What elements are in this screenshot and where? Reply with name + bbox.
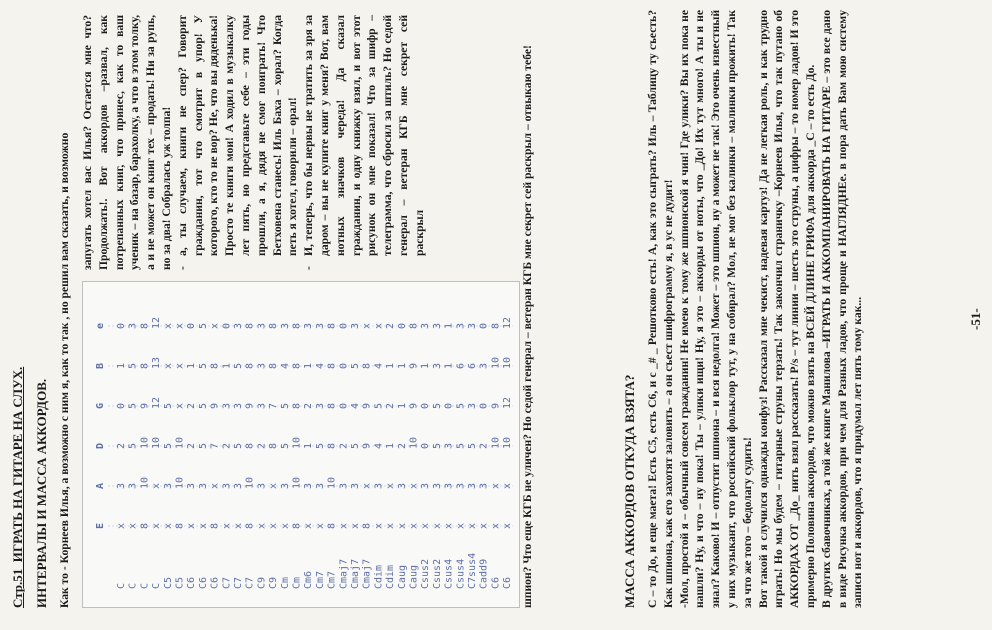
fret-value: x bbox=[209, 482, 221, 489]
fret-value: 5 bbox=[162, 402, 174, 409]
fret-value: 3 bbox=[233, 322, 244, 329]
fret-value: 10 bbox=[139, 436, 151, 449]
fret-value: 2 bbox=[186, 402, 198, 409]
fret-value: 5 bbox=[197, 402, 209, 409]
fret-value: 4 bbox=[314, 362, 326, 369]
fret-value: 10 bbox=[244, 476, 256, 489]
chord-name-label: C5 bbox=[162, 576, 174, 589]
fret-value: 5 bbox=[127, 442, 139, 449]
fret-value: 5 bbox=[127, 362, 139, 369]
fret-value: x bbox=[361, 482, 373, 489]
fret-value: 8 bbox=[139, 322, 151, 329]
fret-value: 1 bbox=[396, 402, 408, 409]
fret-value: 3 bbox=[350, 322, 361, 329]
string-header-label: A bbox=[95, 482, 106, 489]
fret-value: 3 bbox=[279, 482, 291, 489]
fret-value: 10 bbox=[291, 436, 303, 449]
fret-value: x bbox=[420, 522, 432, 529]
fret-value: 0 bbox=[221, 322, 233, 329]
fret-value: 9 bbox=[408, 402, 420, 409]
fret-value: 8 bbox=[490, 322, 502, 329]
fret-value: 0 bbox=[420, 442, 432, 449]
fret-value: 3 bbox=[478, 362, 490, 369]
string-header-label: B bbox=[95, 362, 106, 369]
fret-value: 5 bbox=[279, 442, 291, 449]
fret-value: 1 bbox=[420, 362, 432, 369]
fret-value: 10 bbox=[326, 476, 338, 489]
fret-value: 3 bbox=[186, 482, 198, 489]
fret-value: 3 bbox=[256, 362, 268, 369]
fret-value: 5 bbox=[455, 402, 467, 409]
fret-value: 3 bbox=[314, 322, 326, 329]
fret-value: 3 bbox=[431, 322, 443, 329]
fret-value: 8 bbox=[291, 522, 303, 529]
fret-value: x bbox=[116, 522, 127, 529]
fret-value: 9 bbox=[209, 402, 221, 409]
fret-value: 8 bbox=[326, 322, 338, 329]
chord-name-label: Caug bbox=[408, 564, 420, 589]
fret-value: 10 bbox=[502, 436, 514, 449]
fret-value: 8 bbox=[139, 522, 151, 529]
chord-name-label: C bbox=[127, 582, 139, 589]
chord-name-label: Cmaj7 bbox=[350, 558, 361, 589]
fret-value: 3 bbox=[221, 482, 233, 489]
fret-value: 5 bbox=[467, 442, 478, 449]
chord-name-label: C5 bbox=[174, 576, 186, 589]
fret-value: 8 bbox=[139, 362, 151, 369]
chord-name-label: C bbox=[116, 582, 127, 589]
fret-value: x bbox=[431, 522, 443, 529]
chord-name-label: C7 bbox=[244, 576, 256, 589]
fret-value: 4 bbox=[350, 402, 361, 409]
fret-value: 3 bbox=[455, 482, 467, 489]
fret-value: x bbox=[162, 522, 174, 529]
fret-value: 8 bbox=[361, 522, 373, 529]
fret-value: 8 bbox=[326, 362, 338, 369]
fret-value: x bbox=[162, 322, 174, 329]
fret-value: x bbox=[174, 402, 186, 409]
fret-value: 2 bbox=[385, 402, 397, 409]
chord-name-label: C7sus4 bbox=[467, 552, 478, 589]
fret-value: 0 bbox=[338, 402, 350, 409]
fret-value: x bbox=[233, 522, 244, 529]
fret-value: x bbox=[338, 522, 350, 529]
fret-value: x bbox=[209, 322, 221, 329]
fret-value: 8 bbox=[408, 322, 420, 329]
chord-name-label: C6 bbox=[502, 576, 514, 589]
chord-chart-svg bbox=[83, 282, 519, 607]
fret-value: 2 bbox=[385, 322, 397, 329]
fret-value: 9 bbox=[408, 362, 420, 369]
fret-value: 8 bbox=[326, 402, 338, 409]
fret-value: 8 bbox=[244, 322, 256, 329]
string-header-label: D bbox=[95, 442, 106, 449]
fret-value: x bbox=[268, 482, 280, 489]
fret-value: 3 bbox=[233, 402, 244, 409]
fret-value: 7 bbox=[268, 402, 280, 409]
fret-value: 5 bbox=[233, 362, 244, 369]
right-para-1: запугать хотел вас Илья? Остается мне что? Продолжать!. Вот аккордов –развал, как потрепанных книг, что принес, как то ваш ученик – на базар, барахолку, а что в этом толку, а и не может он книг тех – продать! Ни за рупь, но за два! Собралась уж толпа! bbox=[81, 15, 173, 270]
fret-value: 10 bbox=[490, 356, 502, 369]
fret-value: 12 bbox=[151, 396, 163, 409]
fret-value: 5 bbox=[233, 442, 244, 449]
fret-value: 6 bbox=[455, 362, 467, 369]
fret-value: x bbox=[151, 522, 163, 529]
fret-value: 8 bbox=[244, 522, 256, 529]
fret-value: 3 bbox=[221, 402, 233, 409]
fret-value: 3 bbox=[256, 482, 268, 489]
chord-name-label: C6 bbox=[209, 576, 221, 589]
below-chart-text: шпион? Что еще КГБ не уличен? Но седой генерал – ветеран КГБ мне секрет сей раскрыл – отвыкаю тебе! bbox=[521, 45, 534, 608]
fret-value: 8 bbox=[268, 442, 280, 449]
fret-value: x bbox=[221, 522, 233, 529]
chord-name-label: Cm7 bbox=[326, 570, 338, 589]
fret-value: 10 bbox=[151, 436, 163, 449]
fret-value: 9 bbox=[244, 402, 256, 409]
fret-value: x bbox=[385, 522, 397, 529]
chord-name-label: Cm bbox=[291, 576, 303, 589]
fret-value: 5 bbox=[279, 402, 291, 409]
chord-name-label: C7 bbox=[221, 576, 233, 589]
fret-value: 0 bbox=[396, 322, 408, 329]
fret-value: x bbox=[385, 482, 397, 489]
fret-value: x bbox=[303, 522, 315, 529]
fret-value: 0 bbox=[116, 402, 127, 409]
fret-value: 0 bbox=[338, 322, 350, 329]
chord-name-label: C9 bbox=[256, 576, 268, 589]
fret-value: 5 bbox=[373, 402, 385, 409]
fret-value: 0 bbox=[420, 402, 432, 409]
fret-value: 2 bbox=[338, 442, 350, 449]
fret-value: 3 bbox=[350, 482, 361, 489]
fret-value: 1 bbox=[443, 362, 455, 369]
chord-name-label: Csus4 bbox=[443, 558, 455, 589]
fret-value: 8 bbox=[326, 522, 338, 529]
fret-value: 3 bbox=[303, 322, 315, 329]
section2-para-2: -Мол, простой я – обычный совсем гражданин! Не имею к тому же шпионской я чин! Где улики? Вы их пока не нашли? Ну, и что – ну пока! Ты – улики ищи! Ну, я это – аккорды от ноты, что _До! Их тут много! А ты и не знал? Каково! И – отпустит шпиона – и вся недолга! Может – это шпион, ну а может не так! Это очень известный у них музыкант, что российский фольклор тут, у на собирал? Мол, не мог без калинки – малинки прожить! Так за что же того – бедолагу судить! bbox=[677, 10, 754, 608]
fret-value: 0 bbox=[186, 322, 198, 329]
fret-value: 4 bbox=[373, 442, 385, 449]
chord-name-label: C6 bbox=[197, 576, 209, 589]
fret-value: 3 bbox=[467, 482, 478, 489]
fret-value: x bbox=[408, 522, 420, 529]
fret-value: 1 bbox=[396, 362, 408, 369]
section2-body bbox=[645, 10, 866, 608]
chord-name-label: Cadd9 bbox=[478, 558, 490, 589]
fret-value: x bbox=[373, 322, 385, 329]
fret-value: 8 bbox=[244, 442, 256, 449]
fret-value: 8 bbox=[361, 362, 373, 369]
right-column bbox=[80, 15, 428, 270]
fret-value: 3 bbox=[256, 322, 268, 329]
fret-value: 8 bbox=[291, 402, 303, 409]
fret-value: 3 bbox=[314, 402, 326, 409]
fret-value: x bbox=[186, 522, 198, 529]
fret-value: x bbox=[174, 322, 186, 329]
chord-name-label: Csus2 bbox=[420, 558, 432, 589]
fret-value: x bbox=[490, 482, 502, 489]
fret-value: x bbox=[478, 522, 490, 529]
fret-value: 12 bbox=[151, 316, 163, 329]
fret-value: 6 bbox=[467, 362, 478, 369]
chord-name-label: Cm6 bbox=[303, 570, 315, 589]
fret-value: 3 bbox=[338, 482, 350, 489]
fret-value: x bbox=[256, 522, 268, 529]
section2-para-3: Вот такой я случился однажды конфуз! Рассказал мне чекист, надевая картуз! Да не легкая роль, и как трудно играть! Но мы будем – гитарные струны терзать! Так закончил страничку –Корнеев Илья, что так путано об АККОРДАХ ОТ _До_ нить взял рассказать! P/s – тут линии – шесть это струны, а цифры – то номер ладов! И это примерно Половина аккордов, что можно взять на ВСЕЙ ДЛИНЕ ГРИФА для аккорда _С – то есть До. bbox=[756, 10, 817, 608]
string-header-label: E bbox=[95, 522, 106, 529]
dialogue-item: - И, теперь, что бы нервы не тратить за зря за даром – вы не купите книг у меня? Вот, вам нотных значков череда! Да сказал гражданин, и одну книжку взял, и вот этот рисунок он мне показал! Что за шифр –телеграмма, что сбросил за штиль? Но седой генерал – ветеран КГБ мне секрет сей раскрыл bbox=[301, 15, 427, 270]
fret-value: 9 bbox=[361, 442, 373, 449]
fret-value: 7 bbox=[209, 442, 221, 449]
fret-value: 10 bbox=[502, 356, 514, 369]
fret-value: 3 bbox=[279, 322, 291, 329]
fret-value: 3 bbox=[467, 322, 478, 329]
fret-value: 2 bbox=[478, 442, 490, 449]
fret-value: 9 bbox=[361, 402, 373, 409]
fret-value: 9 bbox=[490, 402, 502, 409]
fret-value: 3 bbox=[467, 402, 478, 409]
fret-value: 9 bbox=[139, 402, 151, 409]
string-header-label: e bbox=[95, 322, 106, 329]
fret-value: x bbox=[396, 522, 408, 529]
fret-value: x bbox=[151, 482, 163, 489]
fret-value: 5 bbox=[350, 362, 361, 369]
fret-value: 5 bbox=[350, 442, 361, 449]
fret-value: 8 bbox=[291, 362, 303, 369]
fret-value: x bbox=[162, 362, 174, 369]
fret-value: 5 bbox=[431, 402, 443, 409]
fret-value: 5 bbox=[162, 442, 174, 449]
fret-value: 8 bbox=[209, 522, 221, 529]
page-header: Стр.51_ИГРАТЬ НА ГИТАРЕ НА СЛУХ. bbox=[10, 366, 25, 608]
fret-value: 3 bbox=[127, 482, 139, 489]
fret-value: x bbox=[502, 522, 514, 529]
fret-value: 0 bbox=[443, 402, 455, 409]
fret-value: 3 bbox=[455, 322, 467, 329]
fret-value: 3 bbox=[478, 482, 490, 489]
fret-value: 0 bbox=[116, 322, 127, 329]
fret-value: 3 bbox=[256, 402, 268, 409]
fret-value: 3 bbox=[303, 482, 315, 489]
fret-value: x bbox=[314, 522, 326, 529]
fret-value: 5 bbox=[431, 442, 443, 449]
fret-value: x bbox=[467, 522, 478, 529]
chord-name-label: Cmaj7 bbox=[361, 558, 373, 589]
fret-value: 3 bbox=[373, 482, 385, 489]
fret-value: 13 bbox=[151, 356, 163, 369]
section2-para-4: В других сбавочниках, а той же книге Манилова –ИГРАТЬ И АККОМПАНИРОВАТЬ НА ГИТАРЕ – это все дано в виде Рисунка аккордов, при чем для Разных ладов, что проще и НАГЛЯДНЕе. в пора дать Вам мою систему записи нот и аккордов, что я придумал лет пять тому как... bbox=[819, 10, 865, 608]
chord-name-label: C9 bbox=[268, 576, 280, 589]
fret-value: 1 bbox=[385, 442, 397, 449]
fret-value: 8 bbox=[268, 322, 280, 329]
fret-value: 10 bbox=[490, 436, 502, 449]
fret-value: x bbox=[361, 322, 373, 329]
fret-value: 10 bbox=[408, 436, 420, 449]
fret-value: 0 bbox=[338, 362, 350, 369]
fret-value: 8 bbox=[174, 522, 186, 529]
fret-value: 2 bbox=[186, 442, 198, 449]
chord-name-label: Caug bbox=[396, 564, 408, 589]
fret-value: x bbox=[455, 522, 467, 529]
fret-value: 10 bbox=[291, 476, 303, 489]
fret-value: 3 bbox=[116, 482, 127, 489]
chord-name-label: Cdim bbox=[373, 564, 385, 589]
fret-value: 1 bbox=[303, 442, 315, 449]
fret-value: 5 bbox=[127, 402, 139, 409]
fret-value: 4 bbox=[279, 362, 291, 369]
fret-value: x bbox=[174, 362, 186, 369]
fret-value: 8 bbox=[268, 362, 280, 369]
fret-value: 1 bbox=[186, 362, 198, 369]
chord-name-label: C bbox=[139, 582, 151, 589]
chord-name-label: Cmaj7 bbox=[338, 558, 350, 589]
fret-value: 8 bbox=[209, 362, 221, 369]
fret-value: 10 bbox=[174, 476, 186, 489]
chord-name-label: C6 bbox=[490, 576, 502, 589]
fret-value: 3 bbox=[127, 322, 139, 329]
fret-value: x bbox=[197, 522, 209, 529]
fret-value: 2 bbox=[221, 442, 233, 449]
dialogue-list bbox=[175, 15, 428, 270]
fret-value: 3 bbox=[443, 442, 455, 449]
fret-value: x bbox=[279, 522, 291, 529]
chord-chart bbox=[82, 281, 520, 608]
fret-value: 5 bbox=[314, 442, 326, 449]
fret-value: 3 bbox=[431, 482, 443, 489]
fret-value: 2 bbox=[256, 442, 268, 449]
fret-value: 2 bbox=[116, 442, 127, 449]
fret-value: 3 bbox=[197, 482, 209, 489]
fret-value: 0 bbox=[478, 402, 490, 409]
chord-name-label: Cdim bbox=[385, 564, 397, 589]
fret-value: 1 bbox=[116, 362, 127, 369]
fret-value: 5 bbox=[455, 442, 467, 449]
page-number: -51- bbox=[968, 308, 983, 330]
fret-value: 8 bbox=[244, 362, 256, 369]
fret-value: 5 bbox=[197, 322, 209, 329]
section-subtitle: ИНТЕРВАЛЫ И МАССА АККОРДОВ. bbox=[34, 378, 49, 608]
fret-value: x bbox=[127, 522, 139, 529]
fret-value: 12 bbox=[502, 316, 514, 329]
chord-name-label: C7 bbox=[233, 576, 244, 589]
fret-value: x bbox=[268, 522, 280, 529]
fret-value: x bbox=[502, 482, 514, 489]
fret-value: x bbox=[443, 522, 455, 529]
chord-name-label: Csus4 bbox=[455, 558, 467, 589]
fret-value: 8 bbox=[326, 442, 338, 449]
fret-value: 5 bbox=[197, 362, 209, 369]
fret-value: x bbox=[490, 522, 502, 529]
fret-value: 3 bbox=[420, 322, 432, 329]
fret-value: 3 bbox=[314, 482, 326, 489]
section2-title: МАССА АККОРДОВ ОТКУДА ВЗЯТА? bbox=[622, 374, 637, 608]
fret-value: x bbox=[350, 522, 361, 529]
intro-text: Как то - Корнеев Илья, а возможно с ним я, как то так , но решил вам сказать, и возможно bbox=[58, 132, 71, 608]
chord-name-label: Csus2 bbox=[431, 558, 443, 589]
string-header-label: G bbox=[95, 402, 106, 409]
fret-value: 5 bbox=[197, 442, 209, 449]
fret-value: 2 bbox=[303, 402, 315, 409]
chord-name-label: C bbox=[151, 582, 163, 589]
fret-value: x bbox=[408, 482, 420, 489]
fret-value: 1 bbox=[443, 322, 455, 329]
fret-value: 1 bbox=[221, 362, 233, 369]
fret-value: 10 bbox=[174, 436, 186, 449]
fret-value: x bbox=[373, 522, 385, 529]
chord-name-label: Cm bbox=[279, 576, 291, 589]
fret-value: 3 bbox=[431, 362, 443, 369]
fret-value: 3 bbox=[233, 482, 244, 489]
fret-value: 8 bbox=[291, 322, 303, 329]
chord-name-label: C6 bbox=[186, 576, 198, 589]
fret-value: 1 bbox=[303, 362, 315, 369]
section2-para-1: С – то До, и еще маета! Есть C5, есть C6, и с _# _ Решотково есть! А, как это сыграть? Иль – Таблицу ту съесть? Как шпиона, как его захотят заловить – а он съест шифрограмму я, в ус не дудит! bbox=[646, 10, 675, 608]
fret-value: 4 bbox=[373, 362, 385, 369]
fret-value: 3 bbox=[396, 482, 408, 489]
fret-value: 2 bbox=[396, 442, 408, 449]
fret-value: 3 bbox=[443, 482, 455, 489]
dialogue-item: - а, ты случаем, книги не спер? Говорит гражданин, тот что смотрит в упор! У которого, кто то не вор? Не, что вы дяденька! Просто те книги мои! А ходил в музыкалку лет пять, но представьте себе – эти годы прошли, а я, дядя не смог поиграть! Что Бетховена станесь! Иль Баха – хорал? Когда петь я хотел, говорили – орал! bbox=[175, 15, 301, 270]
fret-value: 12 bbox=[502, 396, 514, 409]
fret-value: 3 bbox=[420, 482, 432, 489]
fret-value: 3 bbox=[162, 482, 174, 489]
fret-value: 10 bbox=[139, 476, 151, 489]
chord-name-label: Cm7 bbox=[314, 570, 326, 589]
fret-value: 1 bbox=[385, 362, 397, 369]
fret-value: 0 bbox=[478, 322, 490, 329]
